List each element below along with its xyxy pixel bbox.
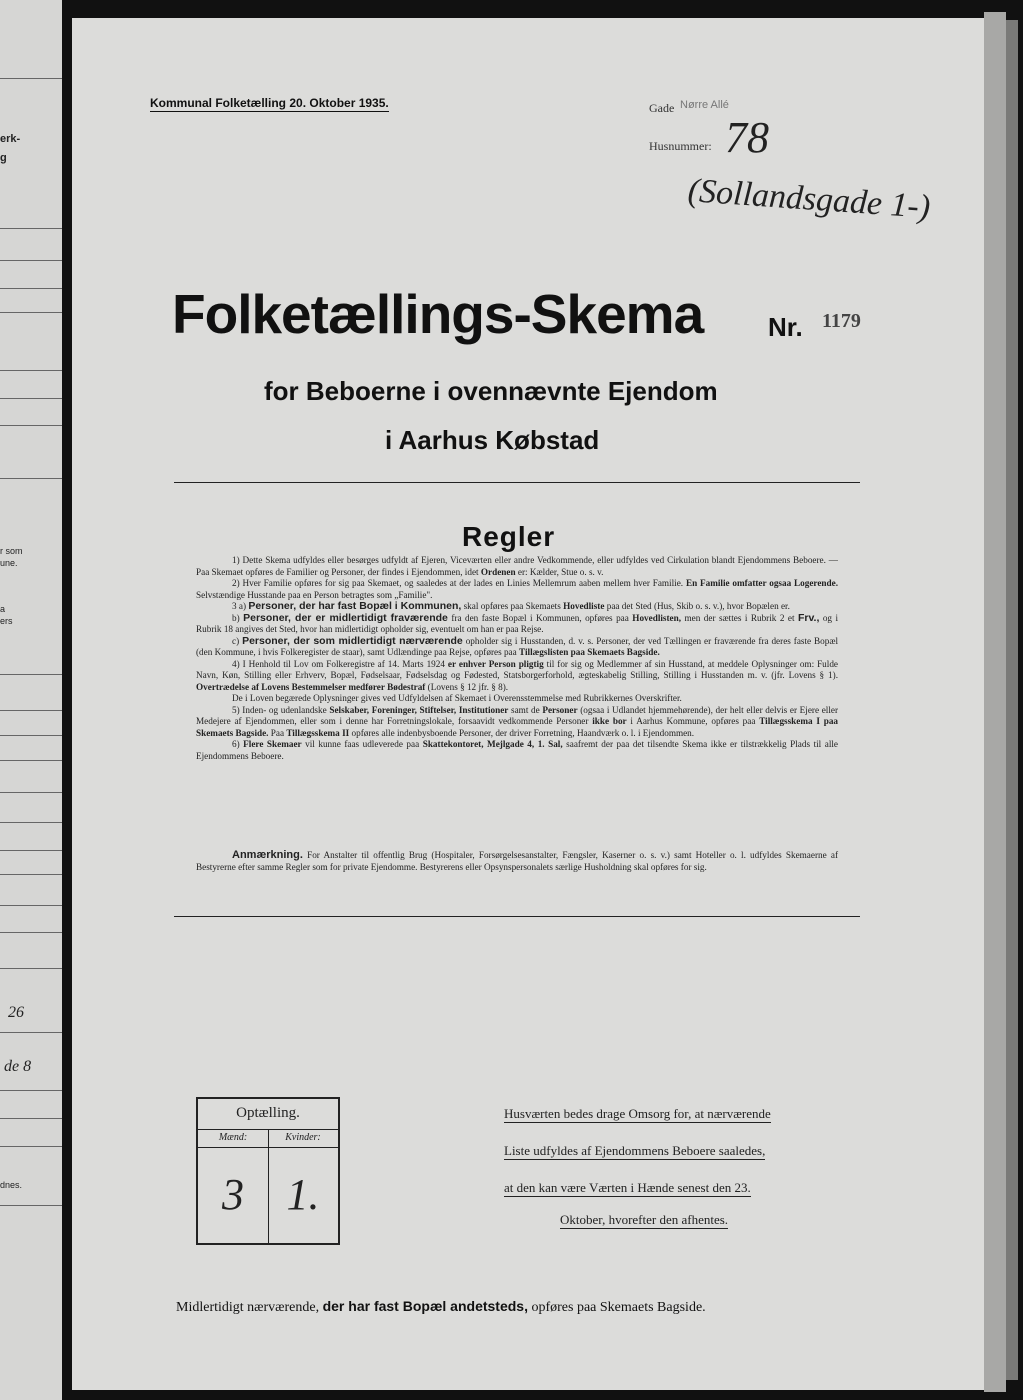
rule-5: 5) Inden- og udenlandske Selskaber, Foreninger, Stiftelser, Institutioner samt de Personer (ogsaa i Udlandet hjemmehørende), der helt eller delvis er Ejere eller Medejere af Ejendommen, eller som i denne har Forretningslokale, forsaavidt vedkommende Personer ikke bor i Aarhus Kommune, opføres paa Tillægsskema I paa Skemaets Bagside. Paa Tillægsskema II opføres alle indenbysboende Personer, der driver Forretning, Haandværk o. l. i Ejendommen. — [196, 704, 839, 738]
instruction-line: Oktober, hvorefter den afhentes. — [560, 1212, 729, 1227]
street-value: Nørre Allé — [680, 99, 729, 111]
instruction-line: Husværten bedes drage Omsorg for, at nærværende — [504, 1106, 771, 1121]
fragment-text: une. — [0, 558, 18, 568]
form-rule — [0, 478, 62, 479]
fragment-text: r som — [0, 546, 23, 556]
house-number-value: 78 — [725, 113, 769, 162]
form-rule — [0, 1118, 62, 1119]
fragment-text: a — [0, 604, 6, 614]
instruction-line: Liste udfyldes af Ejendommens Beboere saaledes, — [504, 1143, 766, 1158]
left-page-fragment — [0, 0, 62, 1400]
fragment-text: ers — [0, 616, 13, 626]
rule-6: 6) Flere Skemaer vil kunne faas udleverede paa Skattekontoret, Mejlgade 4, 1. Sal, saafremt der paa det tilsendte Skema ikke er tilstrækkelig Plads til alle Ejendommens Beboere. — [196, 739, 839, 761]
divider — [174, 916, 860, 917]
form-rule — [0, 850, 62, 851]
form-rule — [0, 968, 62, 969]
house-number-label: Husnummer: — [649, 139, 712, 153]
form-rule — [0, 312, 62, 313]
form-rule — [0, 398, 62, 399]
form-title: Folketællings-Skema — [172, 283, 704, 345]
form-rule — [0, 792, 62, 793]
rule-4-cont: De i Loven begærede Oplysninger gives ved Udfyldelsen af Skemaet i Overensstemmelse med Rubrikkernes Overskrifter. — [232, 693, 682, 703]
form-rule — [0, 1205, 62, 1206]
form-rule — [0, 1146, 62, 1147]
fragment-text: dnes. — [0, 1180, 23, 1190]
form-rule — [0, 905, 62, 906]
women-count-value: 1. — [286, 1170, 320, 1219]
form-subtitle: for Beboerne i ovennævnte Ejendom — [264, 376, 718, 406]
count-title: Optælling. — [236, 1105, 300, 1121]
count-box — [196, 1097, 340, 1245]
fragment-text: g — [0, 152, 7, 164]
men-label: Mænd: — [218, 1132, 248, 1143]
women-label: Kvinder: — [285, 1132, 321, 1143]
rule-1: 1) Dette Skema udfyldes eller besørges udfyldt af Ejeren, Viceværten eller andre Vedkommende, eller udfyldes ved Cirkulation blandt Ejendommens Beboere. — Paa Skemaet opføres de Familier og Personer, der findes i Ejendommen, idet Ordenen er: Kælder, Stue o. s. v. — [196, 555, 838, 577]
form-rule — [0, 822, 62, 823]
form-rule — [0, 425, 62, 426]
form-rule — [0, 874, 62, 875]
form-rule — [0, 1032, 62, 1033]
form-rule — [0, 760, 62, 761]
form-rule — [0, 288, 62, 289]
remark-text — [196, 850, 838, 873]
form-rule — [0, 78, 62, 79]
street-label: Gade — [649, 101, 675, 115]
page-edge — [984, 12, 1006, 1392]
rule-4: 4) I Henhold til Lov om Folkeregistre af 14. Marts 1924 er enhver Person pligtig til for sig og Medlemmer af sin Husstand, at meddele Oplysninger om: Fulde Navn, Køn, Stilling eller Erhverv, Bopæl, Fødselsaar, Fødselsdag og Fødested, Statsborgerforhold, ægteskabelig Stilling, Stilling i Husstanden m. v. (jfr. Lovens § 1). Overtrædelse af Lovens Bestemmelser medfører Bødestraf (Lovens § 12 jfr. § 8). — [196, 658, 839, 692]
rules-heading: Regler — [462, 521, 556, 552]
form-rule — [0, 674, 62, 675]
page-edge — [1006, 20, 1018, 1380]
rule-3c: c) Personer, der som midlertidigt nærværende opholder sig i Husstanden, d. v. s. Personer, der ved Tællingen er fraværende fra deres faste Bopæl (den Kommune, i hvis Folkeregister de staar), samt Udlændinge paa Rejse, opføres paa Tillægslisten paa Skemaets Bagside. — [196, 634, 839, 657]
rule-2: 2) Hver Familie opføres for sig paa Skemaet, og saaledes at der lades en Linies Mellemrum aaben mellem hver Familie. En Familie omfatter ogsaa Logerende. Selvstændige Husstande paa en Person betragtes som „Familie". — [196, 578, 838, 600]
form-rule — [0, 370, 62, 371]
remark-heading: Anmærkning. — [232, 849, 303, 861]
form-rule — [0, 710, 62, 711]
footer-note: Midlertidigt nærværende, der har fast Bopæl andetsteds, opføres paa Skemaets Bagside. — [176, 1298, 706, 1315]
form-subtitle-city: i Aarhus Købstad — [385, 425, 600, 455]
handwritten-street-note: (Sollandsgade 1-) — [686, 172, 932, 226]
remark-paragraph: Anmærkning. For Anstalter til offentlig Brug (Hospitaler, Forsørgelsesanstalter, Fængsler, Kaserner o. s. v.) samt Hoteller o. l. udfyldes Skemaerne af Bestyrerne efter samme Regler som for private Ejendomme. Bestyrerens eller Opsynspersonalets særlige Husholdning skal opføres for sig. — [196, 849, 839, 872]
census-header: Kommunal Folketælling 20. Oktober 1935. — [150, 96, 389, 110]
form-number-label: Nr. — [768, 312, 803, 342]
rules-text — [196, 555, 838, 762]
form-rule — [0, 1090, 62, 1091]
form-rule — [0, 260, 62, 261]
rule-3b: b) Personer, der er midlertidigt fraværende fra den faste Bopæl i Kommunen, opføres paa Hovedlisten, men der sættes i Rubrik 2 et Frv., og i Rubrik 18 angives det Sted, hvor han midlertidigt opholder sig, eventuelt om han er paa Rejse. — [196, 611, 839, 634]
form-rule — [0, 735, 62, 736]
instruction-line: at den kan være Værten i Hænde senest den 23. — [504, 1180, 751, 1195]
handwritten-fragment: de 8 — [4, 1058, 32, 1075]
form-rule — [0, 932, 62, 933]
fragment-text: erk- — [0, 133, 21, 145]
divider — [174, 482, 860, 483]
form-rule — [0, 228, 62, 229]
men-count-value: 3 — [222, 1170, 244, 1219]
form-number-value: 1179 — [822, 310, 861, 332]
handwritten-fragment: 26 — [8, 1004, 24, 1021]
rule-3a: 3 a) Personer, der har fast Bopæl i Kommunen, skal opføres paa Skemaets Hovedliste paa det Sted (Hus, Skib o. s. v.), hvor Bopælen er. — [232, 600, 790, 612]
